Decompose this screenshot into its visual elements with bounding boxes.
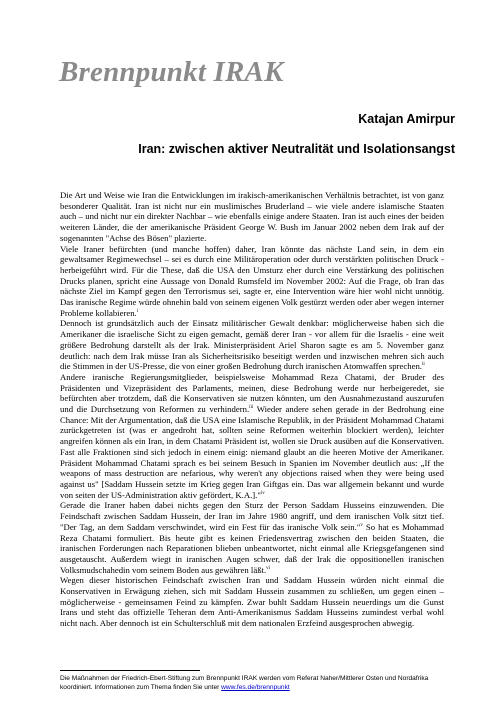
author-name: Katajan Amirpur bbox=[358, 112, 455, 126]
series-title: Brennpunkt IRAK bbox=[59, 56, 284, 88]
article-body bbox=[60, 190, 444, 629]
paragraph-1: Die Art und Weise wie Iran die Entwicklungen im irakisch-amerikanischen Verhältnis betrachtet, ist von ganz besonderer Qualität. Iran ist nicht nur ein muslimisches Bruderland – wie viele andere islamische Staaten auch – und nicht nur ein direkter Nachbar – wie ebenfalls einige andere Staaten. Iran ist auch eines der beiden weiteren Länder, die der amerikanische Präsident George W. Bush im Januar 2002 neben dem Irak auf der sogenannten "Achse des Bösen" plazierte. bbox=[60, 190, 444, 243]
footer-note: Die Maßnahmen der Friedrich-Ebert-Stiftung zum Brennpunkt IRAK werden vom Referat Naher/Mittlerer Osten und Nordafrika koordiniert. Informationen zum Thema finden Sie unter www.fes.de/brennpunkt bbox=[60, 675, 429, 691]
paragraph-5: Gerade die Iraner haben dabei nichts gegen den Sturz der Person Saddam Husseins einzuwenden. Die Feindschaft zwischen Saddam Hussein, der Iran im Jahre 1980 angriff, und dem iranischen Volk sitzt tief. "Der Tag, an dem Saddam verschwindet, wird ein Fest für das iranische Volk sein."$^v$ So hat es Mohammad Reza Chatami formuliert. Bis heute gibt es keinen Friedensvertrag zwischen den beiden Staaten, die iranischen Forderungen nach Reparationen blieben unbeantwortet, nicht einmal alle Kriegsgefangenen sind ausgetauscht. Außerdem wiegt in iranischen Augen schwer, daß der Irak die oppositionellen iranischen Volksmudschahedin vom seinem Boden aus gewähren läßt.$^{vi}$ bbox=[60, 500, 444, 575]
footnote-ref[interactable]: ii bbox=[421, 362, 425, 368]
paragraph-3: Dennoch ist grundsätzlich auch der Einsatz militärischer Gewalt denkbar: möglicherweise haben sich die Amerikaner die israelische Sicht zu eigen gemacht, gemäß derer Iran - vor allem für die Israelis - eine weit größere Bedrohung darstellt als der Irak. Ministerpräsident Ariel Sharon sagte es am 5. November ganz deutlich: nach dem Irak müsse Iran als Sicherheitsrisiko beseitigt werden und inzwischen mehren sich auch die Stimmen in der US-Presse, die von einer großen Bedrohung durch iranischen Atomwaffen sprechen.$^{ii}$ bbox=[60, 318, 444, 372]
footnote-ref[interactable]: vi bbox=[266, 565, 271, 571]
footnote-ref[interactable]: iii bbox=[249, 405, 254, 411]
footnote-ref[interactable]: v bbox=[360, 522, 363, 528]
paragraph-4: Andere iranische Regierungsmitglieder, beispielsweise Mohammad Reza Chatami, der Bruder des Präsidenten und Vizepräsident des Parlaments, meinen, diese Bedrohung werde nur herbeigeredet, sie befürchten aber trotzdem, daß die Konservativen sie nutzen könnten, um den Ausnahmezustand auszurufen und die Durchsetzung von Reformen zu verhindern.$^{iii}$ Wieder andere sehen gerade in der Bedrohung eine Chance: Mit der Argumentation, daß die USA eine Islamische Republik, in der Präsident Mohammad Chatami zurückgetreten ist (was er angedroht hat, sollten seine Reformen weiterhin blockiert werden), leichter angreifen können als ein Iran, in dem Chatami Präsident ist, wollen sie Druck ausüben auf die Konservativen. Fast alle Fraktionen sind sich jedoch in einem einig: niemand glaubt an die heeren Motive der Amerikaner. Präsident Mohammad Chatami sprach es bei seinem Besuch in Spanien im November deutlich aus: „If the weapons of mass destruction are nefarious, why weren't any objections raised when they were being used against us" [Saddam Hussein setzte im Krieg gegen Iran Giftgas ein. Das war allgemein bekannt und wurde von seiten der US-Administration aktiv gefördert, K.A.]."$^{iv}$ bbox=[60, 371, 444, 500]
article-title: Iran: zwischen aktiver Neutralität und Isolationsangst bbox=[138, 142, 455, 156]
footer-divider bbox=[60, 670, 200, 671]
paragraph-2: Viele Iraner befürchten (und manche hoffen) daher, Iran könnte das nächste Land sein, in dem ein gewaltsamer Regimewechsel – sei es durch eine Militäroperation oder durch verstärkten politischen Druck - herbeigeführt wird. Für die These, daß die USA den Umsturz eher durch eine Verstärkung des politischen Drucks planen, spricht eine Aussage von Donald Rumsfeld im November 2002: Auf die Frage, ob Iran das nächste Ziel im Kampf gegen den Terrorismus sei, sagte er, eine Intervention wäre hier wohl nicht unnötig. Das iranische Regime würde ohnehin bald von seinem eigenen Volk gestürzt werden oder aber wegen interner Probleme kollabieren.$^i$ bbox=[60, 243, 444, 318]
footnote-ref[interactable]: iv bbox=[260, 490, 265, 496]
footnote-ref[interactable]: i bbox=[136, 308, 139, 314]
paragraph-6: Wegen dieser historischen Feindschaft zwischen Iran und Saddam Hussein würden nicht einmal die Konservativen in Erwägung ziehen, sich mit Saddam Hussein zusammen zu schließen, um gegen einen – möglicherweise - gemeinsamen Feind zu kämpfen. Zwar buhlt Saddam Hussein neuerdings um die Gunst Irans und steht das offizielle Teheran dem Anti-Amerikanismus Saddam Husseins zumindest verbal wohl nicht nach. Aber dennoch ist ein Schulterschluß mit dem nationalen Erzfeind ausgesprochen abwegig. bbox=[60, 575, 444, 629]
footer-link[interactable]: www.fes.de/brennpunkt bbox=[221, 684, 290, 691]
